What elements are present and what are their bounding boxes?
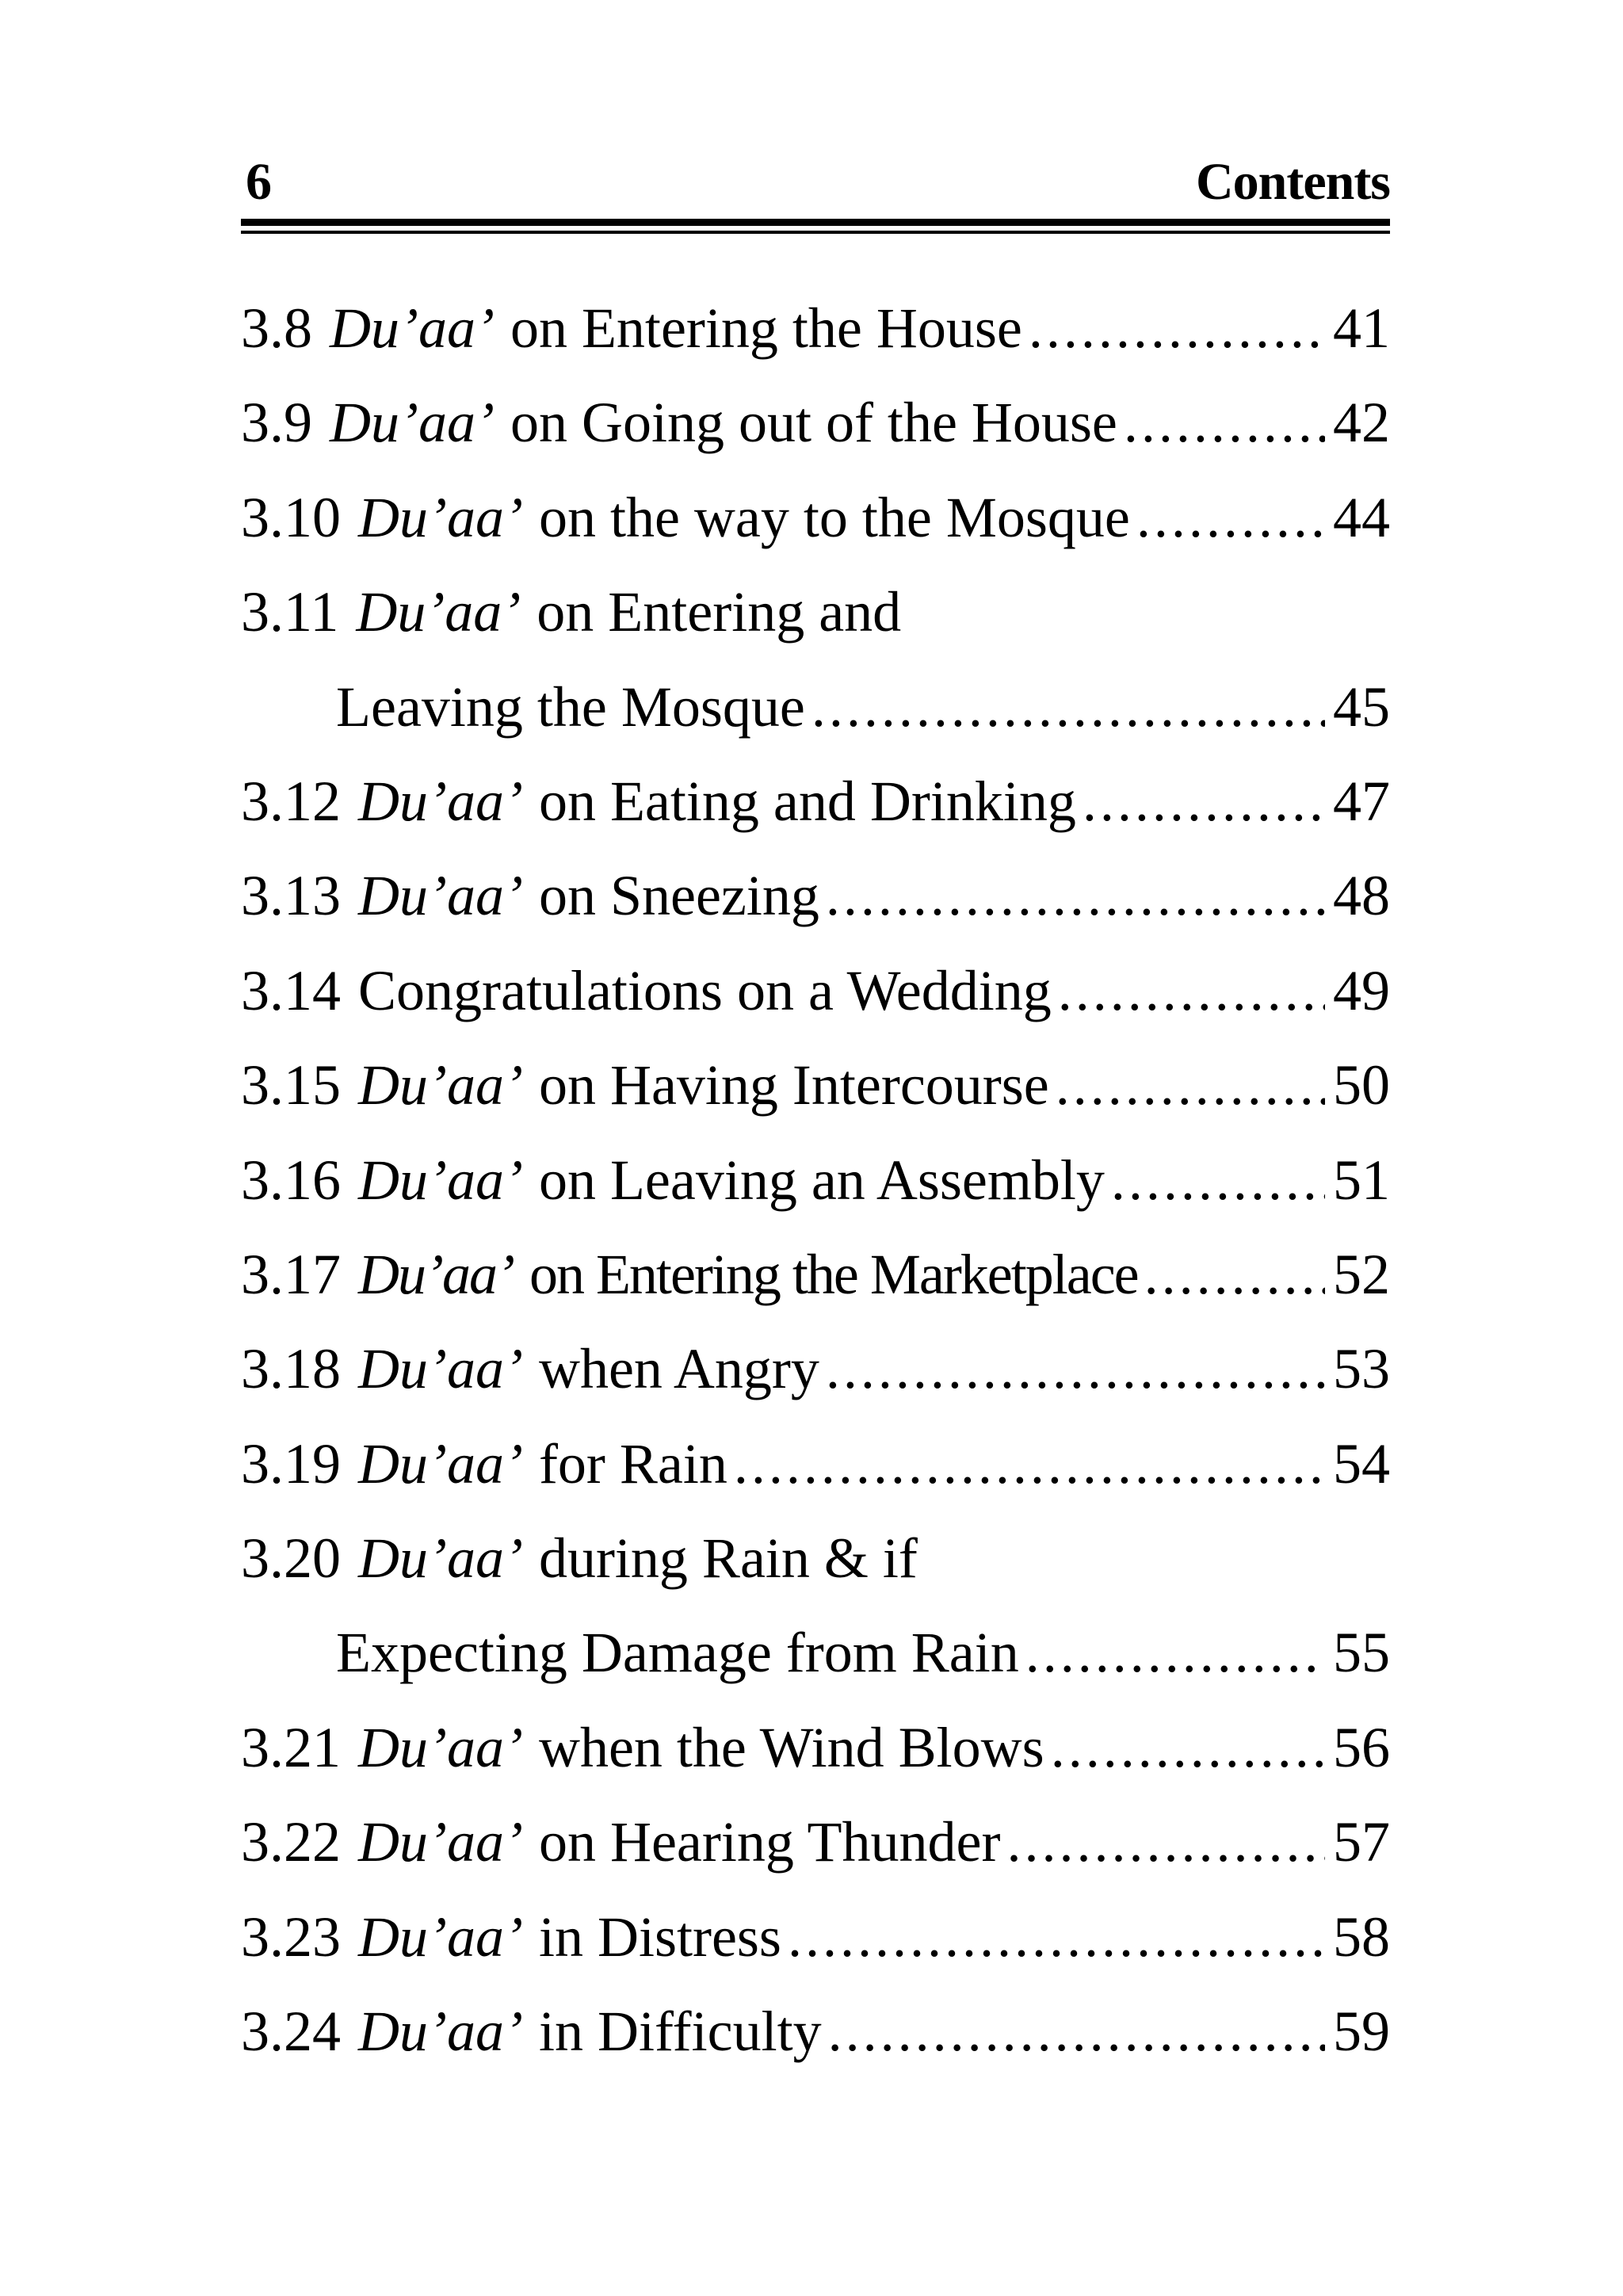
entry-number: 3.13 [241, 864, 341, 928]
entry-page: 45 [1333, 674, 1390, 739]
entry-title: Congratulations on a Wedding [358, 958, 1052, 1022]
entry-title: on Entering the House [510, 296, 1022, 360]
entry-number: 3.11 [241, 580, 339, 644]
dot-leader [1136, 471, 1325, 565]
entry-title: on Leaving an Assembly [538, 1148, 1105, 1212]
entry-page: 56 [1333, 1715, 1390, 1779]
entry-number: 3.17 [241, 1242, 341, 1306]
entry-title: when Angry [538, 1337, 819, 1401]
dot-leader [1006, 1795, 1325, 1889]
entry-number: 3.18 [241, 1337, 341, 1401]
entry-prefix: Du’aa’ [358, 1337, 523, 1401]
dot-leader [1056, 1038, 1325, 1133]
toc-entry-3-17[interactable] [241, 1228, 1390, 1322]
entry-title: on Entering and [537, 580, 902, 644]
dot-leader [788, 1890, 1325, 1985]
entry-page: 52 [1333, 1242, 1390, 1306]
entry-page: 48 [1333, 864, 1390, 928]
entry-prefix: Du’aa’ [358, 1053, 523, 1117]
table-of-contents [241, 281, 1390, 2079]
entry-page: 42 [1333, 391, 1390, 455]
entry-page: 47 [1333, 769, 1390, 833]
entry-title: in Distress [538, 1904, 781, 1969]
entry-title: when the Wind Blows [538, 1715, 1044, 1779]
toc-entry-3-16[interactable] [241, 1133, 1390, 1228]
toc-entry-3-8[interactable] [241, 281, 1390, 376]
entry-number: 3.10 [241, 485, 341, 549]
header-rule-thin [241, 231, 1390, 234]
toc-entry-3-14[interactable] [241, 944, 1390, 1038]
dot-leader [1051, 1701, 1325, 1795]
entry-number: 3.14 [241, 958, 341, 1022]
entry-page: 59 [1333, 2000, 1390, 2064]
entry-title: during Rain & if [538, 1526, 918, 1591]
entry-prefix: Du’aa’ [358, 769, 523, 833]
toc-entry-3-11-continued[interactable] [241, 660, 1390, 755]
entry-number: 3.22 [241, 1810, 341, 1874]
entry-title: on Going out of the House [510, 391, 1117, 455]
dot-leader [1083, 755, 1325, 849]
entry-prefix: Du’aa’ [330, 296, 495, 360]
dot-leader [826, 849, 1325, 943]
entry-page: 57 [1333, 1810, 1390, 1874]
entry-prefix: Du’aa’ [358, 1431, 523, 1496]
entry-number: 3.9 [241, 391, 312, 455]
dot-leader [734, 1417, 1325, 1511]
toc-entry-3-10[interactable] [241, 471, 1390, 565]
entry-prefix: Du’aa’ [358, 2000, 523, 2064]
toc-entry-3-11[interactable] [241, 565, 1390, 659]
entry-prefix: Du’aa’ [358, 1810, 523, 1874]
dot-leader [828, 1985, 1325, 2079]
toc-entry-3-20-continued[interactable] [241, 1606, 1390, 1700]
entry-page: 50 [1333, 1053, 1390, 1117]
toc-entry-3-9[interactable] [241, 376, 1390, 470]
toc-entry-3-13[interactable] [241, 849, 1390, 943]
toc-entry-3-19[interactable] [241, 1417, 1390, 1511]
section-title: Contents [1195, 153, 1390, 211]
entry-page: 53 [1333, 1337, 1390, 1401]
toc-entry-3-21[interactable] [241, 1701, 1390, 1795]
entry-prefix: Du’aa’ [358, 485, 523, 549]
dot-leader [826, 1322, 1325, 1416]
toc-entry-3-12[interactable] [241, 755, 1390, 849]
entry-page: 49 [1333, 958, 1390, 1022]
entry-page: 44 [1333, 485, 1390, 549]
dot-leader [1025, 1606, 1325, 1700]
book-page [241, 0, 1390, 2296]
entry-title: on Sneezing [538, 864, 819, 928]
toc-entry-3-24[interactable] [241, 1985, 1390, 2079]
entry-title: for Rain [538, 1431, 727, 1496]
entry-page: 58 [1333, 1904, 1390, 1969]
dot-leader [1144, 1228, 1325, 1322]
entry-page: 41 [1333, 296, 1390, 360]
entry-title-continuation: Leaving the Mosque [336, 674, 805, 739]
entry-page: 54 [1333, 1431, 1390, 1496]
entry-prefix: Du’aa’ [358, 1242, 514, 1306]
toc-entry-3-20[interactable] [241, 1511, 1390, 1606]
entry-prefix: Du’aa’ [358, 1715, 523, 1779]
dot-leader [1111, 1133, 1325, 1228]
entry-prefix: Du’aa’ [358, 864, 523, 928]
entry-number: 3.24 [241, 2000, 341, 2064]
entry-prefix: Du’aa’ [358, 1148, 523, 1212]
dot-leader [1124, 376, 1325, 470]
entry-prefix: Du’aa’ [358, 1526, 523, 1591]
running-head [241, 151, 1390, 214]
dot-leader [1058, 944, 1325, 1038]
entry-page: 51 [1333, 1148, 1390, 1212]
entry-title: on the way to the Mosque [538, 485, 1130, 549]
toc-entry-3-18[interactable] [241, 1322, 1390, 1416]
entry-number: 3.20 [241, 1526, 341, 1591]
entry-prefix: Du’aa’ [330, 391, 495, 455]
entry-title: in Difficulty [538, 2000, 822, 2064]
entry-number: 3.23 [241, 1904, 341, 1969]
header-rule-thick [241, 219, 1390, 226]
entry-number: 3.21 [241, 1715, 341, 1779]
toc-entry-3-23[interactable] [241, 1890, 1390, 1985]
toc-entry-3-15[interactable] [241, 1038, 1390, 1133]
dot-leader [812, 660, 1325, 755]
entry-title: on Hearing Thunder [538, 1810, 1001, 1874]
toc-entry-3-22[interactable] [241, 1795, 1390, 1889]
page-number: 6 [246, 153, 272, 211]
entry-title: on Eating and Drinking [538, 769, 1076, 833]
entry-title: on Entering the Marketplace [529, 1242, 1138, 1306]
entry-number: 3.16 [241, 1148, 341, 1212]
entry-page: 55 [1333, 1621, 1390, 1685]
entry-number: 3.19 [241, 1431, 341, 1496]
entry-prefix: Du’aa’ [358, 1904, 523, 1969]
entry-prefix: Du’aa’ [356, 580, 521, 644]
entry-title-continuation: Expecting Damage from Rain [336, 1621, 1019, 1685]
entry-number: 3.15 [241, 1053, 341, 1117]
entry-title: on Having Intercourse [538, 1053, 1049, 1117]
dot-leader [1029, 281, 1325, 376]
entry-number: 3.8 [241, 296, 312, 360]
entry-number: 3.12 [241, 769, 341, 833]
